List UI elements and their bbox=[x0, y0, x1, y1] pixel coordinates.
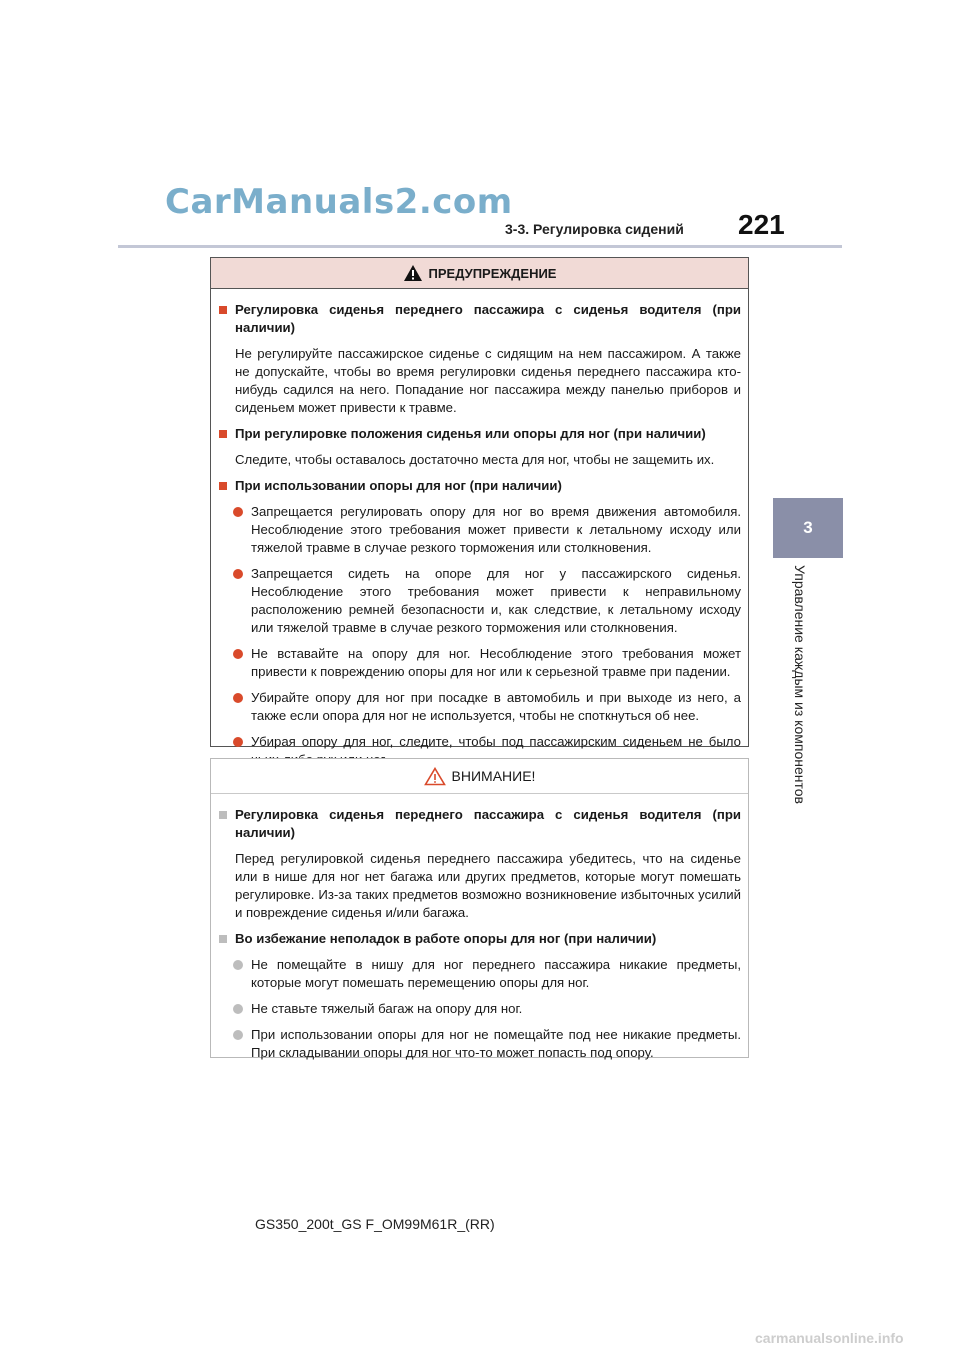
warning-box bbox=[210, 257, 749, 747]
warning-bullet: Не вставайте на опору для ног. Несоблюдение этого требования может привести к повреждению опоры для ног или к серьезной травме при падении. bbox=[233, 645, 741, 681]
warning-paragraph: Следите, чтобы оставалось достаточно места для ног, чтобы не защемить их. bbox=[235, 452, 715, 467]
circle-bullet-icon bbox=[233, 569, 243, 579]
warning-title: ПРЕДУПРЕЖДЕНИЕ bbox=[428, 265, 557, 281]
warning-paragraph: Не регулируйте пассажирское сиденье с сидящим на нем пассажиром. А также не допускайте, чтобы во время регулировки сиденья переднего пассажира кто-нибудь садился на него. Попадание ног пассажира между панелью приборов и сиденьем может привести к травме. bbox=[235, 346, 741, 415]
square-bullet-icon bbox=[219, 482, 227, 490]
square-bullet-icon bbox=[219, 306, 227, 314]
circle-bullet-icon bbox=[233, 693, 243, 703]
circle-bullet-icon bbox=[233, 507, 243, 517]
page-number: 221 bbox=[738, 209, 785, 240]
section-title: 3-3. Регулировка сидений bbox=[505, 221, 684, 237]
warning-header bbox=[211, 258, 748, 289]
caution-bullet: При использовании опоры для ног не помещайте под нее никакие предметы. При складывании опоры для ног что-то может попасть под опору. bbox=[233, 1026, 741, 1062]
chapter-title: Управление каждым из компонентов bbox=[792, 565, 808, 804]
caution-header bbox=[211, 759, 748, 794]
circle-bullet-icon bbox=[233, 1030, 243, 1040]
caution-title: ВНИМАНИЕ! bbox=[451, 768, 536, 784]
warning-heading: При регулировке положения сиденья или опоры для ног (при наличии) bbox=[218, 425, 741, 443]
watermark-footer: carmanualsonline.info bbox=[755, 1330, 904, 1346]
warning-heading: При использовании опоры для ног (при наличии) bbox=[218, 477, 741, 495]
warning-bullet: Убирая опору для ног, следите, чтобы под пассажирским сиденьем не было bbox=[233, 733, 741, 769]
warning-bullet: Убирайте опору для ног при посадке в автомобиль и при выходе из него, а также если опора для ног не используется, чтобы не споткнуться об нее. bbox=[233, 689, 741, 725]
chapter-number: 3 bbox=[803, 518, 813, 537]
caution-heading: Регулировка сиденья переднего пассажира с сиденья водителя (при наличии) bbox=[218, 806, 741, 842]
warning-heading: Регулировка сиденья переднего пассажира с сиденья водителя (при наличии) bbox=[218, 301, 741, 337]
warning-triangle-icon bbox=[403, 264, 423, 282]
circle-bullet-icon bbox=[233, 737, 243, 747]
square-bullet-icon bbox=[219, 935, 227, 943]
square-bullet-icon bbox=[219, 430, 227, 438]
watermark-logo: CarManuals2.com bbox=[165, 182, 513, 222]
circle-bullet-icon bbox=[233, 1004, 243, 1014]
header-divider bbox=[118, 245, 842, 248]
warning-bullet: Запрещается регулировать опору для ног во время движения автомобиля. Несоблюдение этого требования может привести к летальному исходу или тяжелой травме в случае резкого торможения или столкновения. bbox=[233, 503, 741, 557]
caution-bullet: Не ставьте тяжелый багаж на опору для ног. bbox=[233, 1000, 741, 1018]
circle-bullet-icon bbox=[233, 649, 243, 659]
circle-bullet-icon bbox=[233, 960, 243, 970]
warning-bullet: Запрещается сидеть на опоре для ног у пассажирского сиденья. Несоблюдение этого требования может привести к неправильному расположению ремней безопасности и, как следствие, к летальному исходу или тяжелой травме в случае резкого торможения или столкновения. bbox=[233, 565, 741, 637]
caution-triangle-icon bbox=[424, 767, 446, 786]
chapter-tab[interactable] bbox=[773, 498, 843, 558]
caution-bullet: Не помещайте в нишу для ног переднего пассажира никакие предметы, которые могут помешать перемещению опоры для ног. bbox=[233, 956, 741, 992]
caution-paragraph: Перед регулировкой сиденья переднего пассажира убедитесь, что на сиденье или в нише для ног нет багажа или других предметов, которые могут помешать регулировке. Из-за таких предметов возможно возникновение избыточных усилий и повреждение сиденья и/или багажа. bbox=[235, 851, 741, 920]
caution-heading: Во избежание неполадок в работе опоры для ног (при наличии) bbox=[218, 930, 741, 948]
manual-code: GS350_200t_GS F_OM99M61R_(RR) bbox=[255, 1216, 495, 1232]
square-bullet-icon bbox=[219, 811, 227, 819]
caution-box bbox=[210, 758, 749, 1058]
